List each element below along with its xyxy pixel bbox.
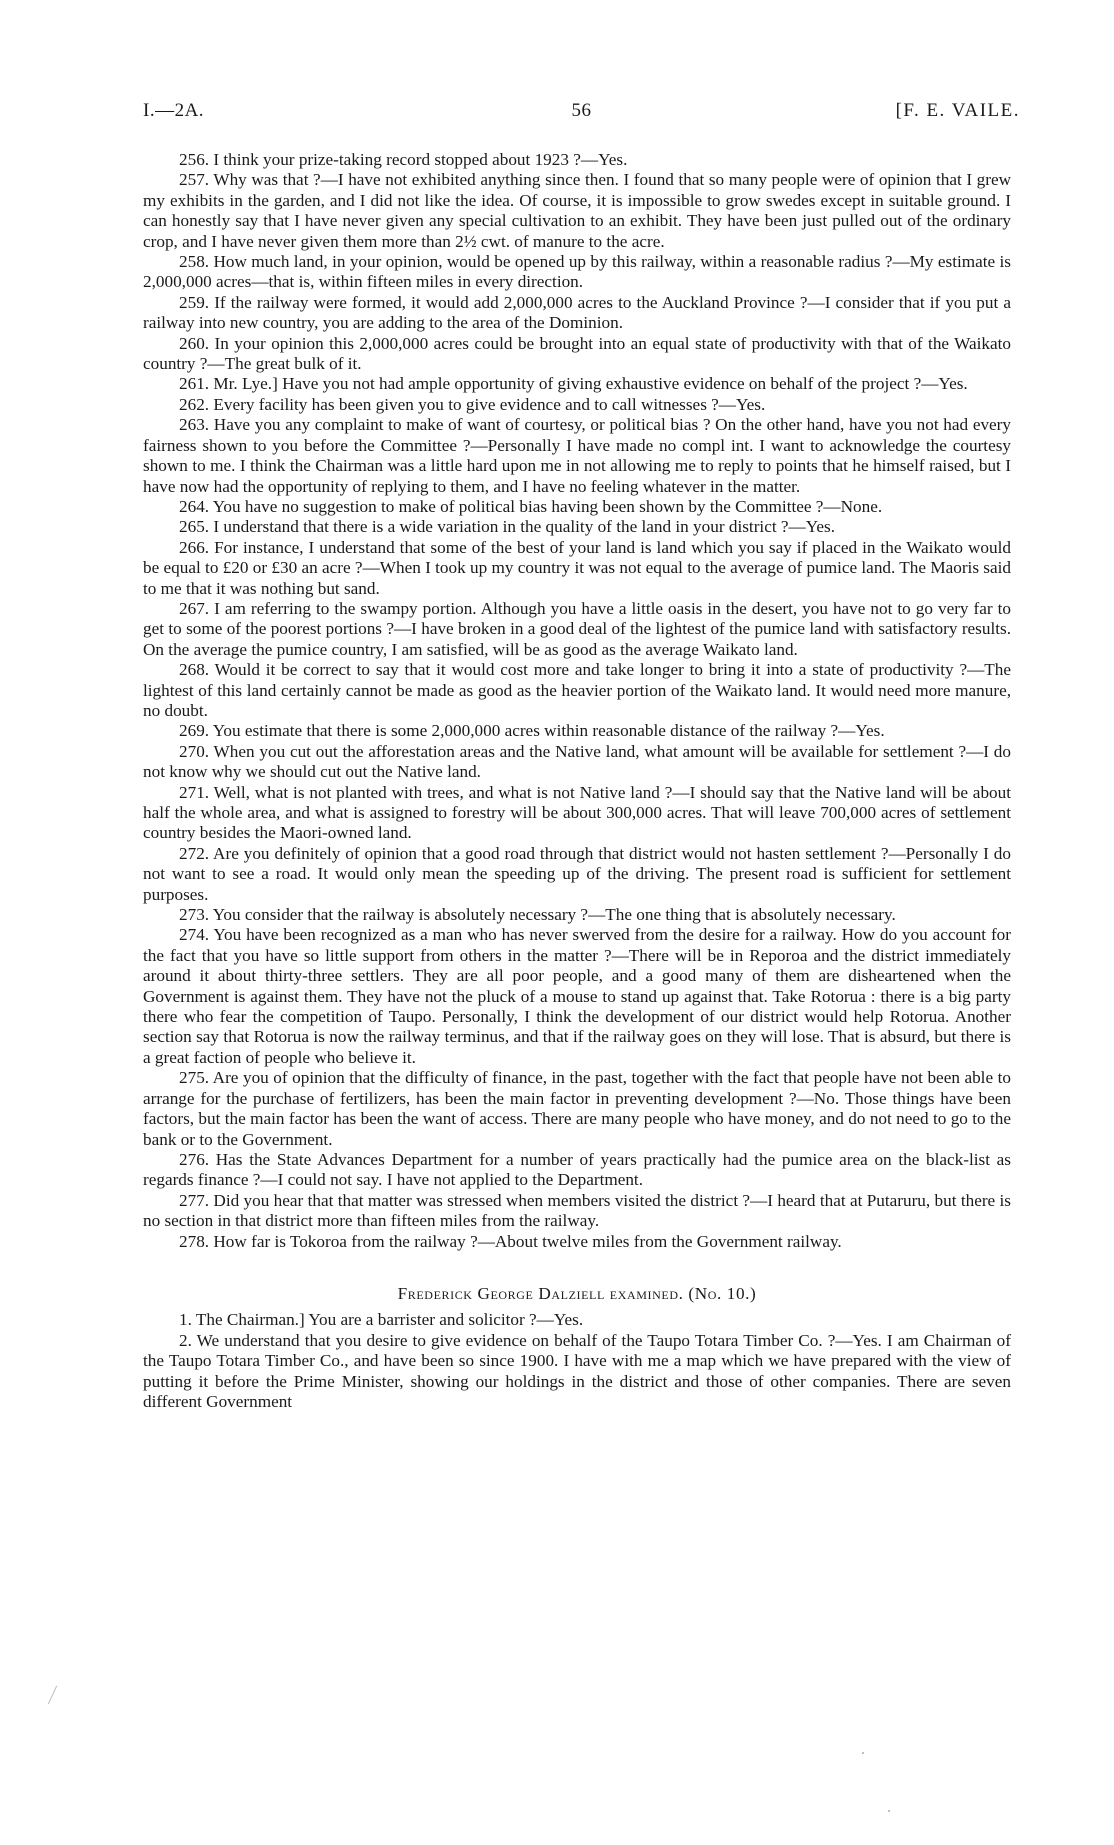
page-number: 56: [571, 100, 592, 121]
witness-name: [F. E. VAILE.: [895, 100, 1020, 121]
paragraph-275: 275. Are you of opinion that the difficulty of finance, in the past, together with the fact that people have not been able to arrange for the purchase of fertilizers, has been the main factor in preventing development ?—No. Those things have been factors, but the main factor has been the want of access. There are many people who have money, and do not need to go to the bank or to the Government.: [143, 1068, 1011, 1149]
paragraph-270: 270. When you cut out the afforestation areas and the Native land, what amount will be available for settlement ?—I do not know why we should cut out the Native land.: [143, 741, 1011, 782]
document-code: I.—2A.: [143, 100, 205, 121]
paragraph-277: 277. Did you hear that that matter was stressed when members visited the district ?—I heard that at Putaruru, but there is no section in that district more than fifteen miles from the railway.: [143, 1190, 1011, 1231]
paragraph-258: 258. How much land, in your opinion, would be opened up by this railway, within a reasonable radius ?—My estimate is 2,000,000 acres—that is, within fifteen miles in every direction.: [143, 252, 1011, 292]
section-heading: Frederick George Dalziell examined. (No. 10.): [397, 1283, 757, 1303]
paragraph-265: 265. I understand that there is a wide variation in the quality of the land in your district ?—Yes.: [179, 517, 836, 537]
paragraph-272: 272. Are you definitely of opinion that a good road through that district would not hasten settlement ?—Personally I do not want to see a road. It would only mean the speeding up of the driving. The present road is sufficient for settlement purposes.: [143, 843, 1011, 904]
page-body: [143, 150, 1011, 1412]
paragraph-266: 266. For instance, I understand that some of the best of your land is land which you say if placed in the Waikato would be equal to £20 or £30 an acre ?—When I took up my country it was not equal to the average of pumice land. The Maoris said to me that it was nothing but sand.: [143, 537, 1011, 598]
paragraph-269: 269. You estimate that there is some 2,000,000 acres within reasonable distance of the railway ?—Yes.: [179, 721, 885, 741]
paragraph-260: 260. In your opinion this 2,000,000 acres could be brought into an equal state of productivity with that of the Waikato country ?—The great bulk of it.: [143, 333, 1011, 374]
paragraph-2: 2. We understand that you desire to give evidence on behalf of the Taupo Totara Timber Co. ?—Yes. I am Chairman of the Taupo Totara Timber Co., and have been so since 1900. I have with me a map which we have prepared with the view of putting it before the Prime Minister, showing our holdings in the district and those of other companies. There are seven different Government: [143, 1330, 1011, 1411]
paragraph-264: 264. You have no suggestion to make of political bias having been shown by the Committee ?—None.: [179, 496, 883, 516]
paragraph-268: 268. Would it be correct to say that it would cost more and take longer to bring it into a state of productivity ?—The lightest of this land certainly cannot be made as good as the heavier portion of the Waikato land. It would need more manure, no doubt.: [143, 660, 1011, 720]
paragraph-261: 261. Mr. Lye.] Have you not had ample opportunity of giving exhaustive evidence on behalf of the project ?—Yes.: [179, 374, 968, 394]
paragraph-256: 256. I think your prize-taking record stopped about 1923 ?—Yes.: [179, 150, 628, 169]
paragraph-271: 271. Well, what is not planted with trees, and what is not Native land ?—I should say that the Native land will be about half the whole area, and what is assigned to forestry will be about 300,000 acres. That will leave 700,000 acres of settlement country besides the Maori-owned land.: [143, 782, 1011, 843]
paragraph-278: 278. How far is Tokoroa from the railway ?—About twelve miles from the Government railway.: [179, 1231, 842, 1251]
paragraph-273: 273. You consider that the railway is absolutely necessary ?—The one thing that is absolutely necessary.: [179, 905, 896, 925]
paragraph-263: 263. Have you any complaint to make of want of courtesy, or political bias ? On the other hand, have you not had every fairness shown to you before the Committee ?—Personally I have made no compl int. I want to acknowledge the courtesy shown to me. I think the Chairman was a little hard upon me in not allowing me to reply to points that he himself raised, but I have now had the opportunity of replying to them, and I have no feeling whatever in the matter.: [143, 415, 1011, 496]
paragraph-1: 1. The Chairman.] You are a barrister and solicitor ?—Yes.: [179, 1310, 584, 1330]
paragraph-274: 274. You have been recognized as a man who has never swerved from the desire for a railway. How do you account for the fact that you have so little support from others in the matter ?—There will be in Reporoa and the district immediately around it about thirty-three settlers. They are all poor people, and a good many of them are disheartened when the Government is against them. They have not the pluck of a mouse to stand up against that. Take Rotorua : there is a big party there who fear the competition of Taupo. Personally, I think the development of our district would help Rotorua. Another section say that Rotorua is now the railway terminus, and that if the railway goes on they will lose. That is absurd, but there is a great faction of people who believe it.: [143, 925, 1011, 1067]
paragraph-262: 262. Every facility has been given you to give evidence and to call witnesses ?—Yes.: [179, 394, 766, 414]
paragraph-267: 267. I am referring to the swampy portion. Although you have a little oasis in the desert, you have not to go very far to get to some of the poorest portions ?—I have broken in a good deal of the lightest of the pumice land with satisfactory results. On the average the pumice country, I am satisfied, will be as good as the average Waikato land.: [143, 598, 1011, 659]
paragraph-259: 259. If the railway were formed, it would add 2,000,000 acres to the Auckland Province ?—I consider that if you put a railway into new country, you are adding to the area of the Dominion.: [143, 292, 1011, 333]
page-header: [143, 100, 1020, 130]
scan-speck: [888, 1810, 890, 1812]
paragraph-257: 257. Why was that ?—I have not exhibited anything since then. I found that so many people were of opinion that I grew my exhibits in the garden, and I did not like the idea. Of course, it is impossible to grow swedes except in suitable ground. I can honestly say that I have never given any special cultivation to an exhibit. They have been just pulled out of the ordinary crop, and I have never given them more than 2½ cwt. of manure to the acre.: [143, 170, 1011, 251]
scan-speck: [862, 1752, 864, 1754]
paragraph-276: 276. Has the State Advances Department for a number of years practically had the pumice area on the black-list as regards finance ?—I could not say. I have not applied to the Department.: [143, 1149, 1011, 1190]
scan-mark: [48, 1686, 57, 1705]
